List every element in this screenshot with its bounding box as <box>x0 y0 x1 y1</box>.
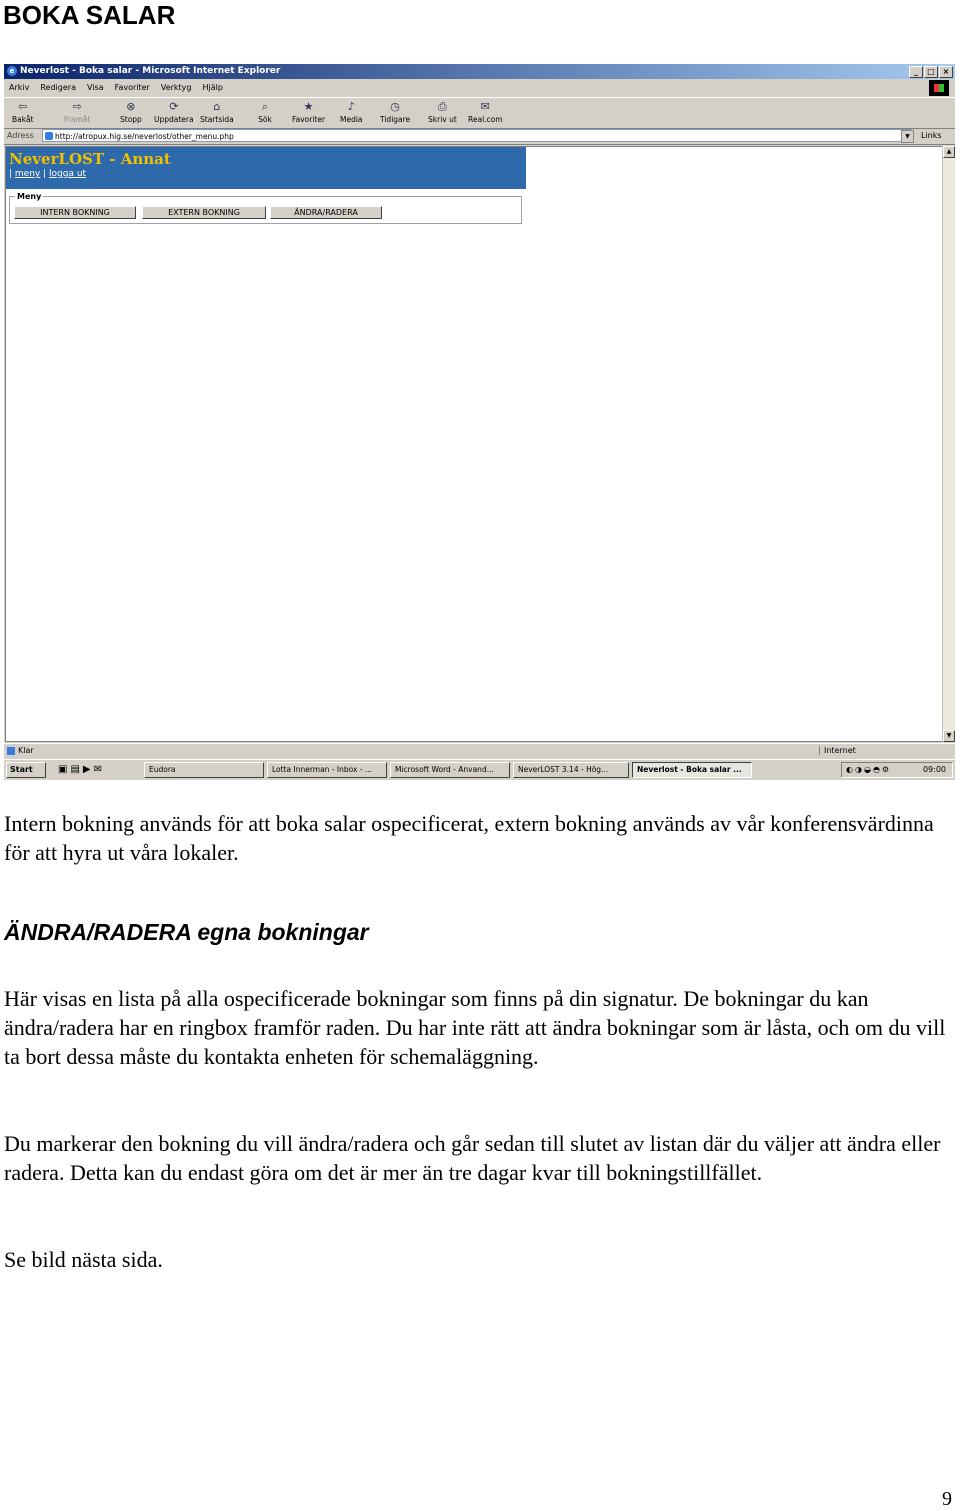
back-arrow-icon: ⇦ <box>18 100 28 113</box>
site-title: NeverLOST - Annat <box>9 150 171 168</box>
minimize-button[interactable]: _ <box>909 66 923 78</box>
scroll-down-icon[interactable]: ▼ <box>943 730 955 742</box>
andra-radera-button[interactable]: ÄNDRA/RADERA <box>270 206 382 219</box>
maximize-button[interactable]: □ <box>924 66 938 78</box>
favorites-button[interactable]: ★ Favoriter <box>292 100 326 124</box>
system-tray <box>841 762 953 778</box>
links-button[interactable]: Links <box>921 131 942 140</box>
site-banner <box>6 147 526 189</box>
task-word[interactable]: Microsoft Word - Anvand... <box>390 762 510 778</box>
media-icon: ♪ <box>347 100 355 113</box>
intern-bokning-button[interactable]: INTERN BOKNING <box>14 206 136 219</box>
banner-links: | meny | logga ut <box>9 169 87 179</box>
forward-button[interactable]: ⇨ Framåt <box>64 100 91 124</box>
back-button[interactable]: ⇦ Bakåt <box>12 100 34 124</box>
address-label: Adress <box>7 131 34 140</box>
task-neverlost[interactable]: NeverLOST 3.14 - Hög... <box>513 762 629 778</box>
media-button[interactable]: ♪ Media <box>340 100 363 124</box>
toolbar <box>4 97 955 129</box>
menu-legend: Meny <box>17 192 42 201</box>
paragraph-1: Här visas en lista på alla ospecificerade bokningar som finns på din signatur. De bokningar du kan ändra/radera har en ringbox framför raden. Du har inte rätt att ändra bokningar som är låsta, och om du vill ta bort dessa måste du kontakta enheten för schemaläggning. <box>4 986 946 1069</box>
task-eudora[interactable]: Eudora <box>144 762 264 778</box>
status-bar <box>4 743 955 758</box>
real-icon: ✉ <box>480 100 490 113</box>
menu-redigera[interactable]: Redigera <box>40 83 76 92</box>
windows-logo-icon <box>929 80 949 96</box>
paragraph-3: Se bild nästa sida. <box>4 1247 163 1272</box>
stop-icon: ⊗ <box>126 100 136 113</box>
refresh-icon: ⟳ <box>169 100 179 113</box>
stop-button[interactable]: ⊗ Stopp <box>120 100 142 124</box>
window-titlebar <box>4 64 955 79</box>
menu-arkiv[interactable]: Arkiv <box>9 83 30 92</box>
internet-explorer-icon: e <box>7 66 17 76</box>
address-bar <box>4 128 955 145</box>
vertical-scrollbar[interactable] <box>942 146 955 742</box>
menu-favoriter[interactable]: Favoriter <box>114 83 150 92</box>
menu-link[interactable]: meny <box>14 169 41 179</box>
task-inbox[interactable]: Lotta Innerman - Inbox - ... <box>267 762 387 778</box>
search-icon: ⌕ <box>261 100 269 113</box>
real-button[interactable]: ✉ Real.com <box>468 100 503 124</box>
close-button[interactable]: × <box>939 66 953 78</box>
status-zone: Internet <box>819 746 856 755</box>
menu-verktyg[interactable]: Verktyg <box>160 83 192 92</box>
document-title: BOKA SALAR <box>3 0 176 30</box>
address-input[interactable]: http://atropux.hig.se/neverlost/other_menu.php <box>42 129 912 142</box>
section-heading: ÄNDRA/RADERA egna bokningar <box>4 919 369 945</box>
history-icon: ◷ <box>390 100 400 113</box>
menu-bar <box>4 80 955 96</box>
home-button[interactable]: ⌂ Startsida <box>200 100 234 124</box>
forward-arrow-icon: ⇨ <box>72 100 82 113</box>
menu-fieldset <box>9 192 522 224</box>
intro-paragraph: Intern bokning används för att boka salar ospecificerat, extern bokning används av vår konferensvärdinna för att hyra ut våra lokaler. <box>4 811 934 865</box>
print-icon: ⎙ <box>437 100 447 113</box>
start-button[interactable]: Start <box>6 762 46 778</box>
extern-bokning-button[interactable]: EXTERN BOKNING <box>142 206 266 219</box>
menu-hjalp[interactable]: Hjälp <box>202 83 223 92</box>
address-dropdown-icon[interactable]: ▼ <box>901 130 914 143</box>
refresh-button[interactable]: ⟳ Uppdatera <box>154 100 194 124</box>
print-button[interactable]: ⎙ Skriv ut <box>428 100 457 124</box>
tray-icons[interactable]: ◐◑◒◓⚙ <box>846 765 892 774</box>
menu-visa[interactable]: Visa <box>86 83 104 92</box>
history-button[interactable]: ◷ Tidigare <box>380 100 411 124</box>
logout-link[interactable]: logga ut <box>49 169 87 179</box>
status-text: Klar <box>7 746 34 755</box>
task-boka-salar[interactable]: Neverlost - Boka salar ... <box>632 762 752 778</box>
search-button[interactable]: ⌕ Sök <box>258 100 272 124</box>
paragraph-2: Du markerar den bokning du vill ändra/radera och går sedan till slutet av listan där du väljer att ändra eller radera. Detta kan du endast göra om det är mer än tre dagar kvar till bokningstillfället. <box>4 1131 941 1185</box>
favorites-icon: ★ <box>303 100 314 113</box>
page-viewport <box>5 146 943 742</box>
taskbar <box>4 759 955 780</box>
browser-screenshot <box>4 64 955 780</box>
window-title: Neverlost - Boka salar - Microsoft Internet Explorer <box>20 66 281 76</box>
quick-launch-icons[interactable]: ▣▤▶✉ <box>58 764 105 775</box>
home-icon: ⌂ <box>213 100 221 113</box>
page-number: 9 <box>942 1488 952 1510</box>
scroll-up-icon[interactable]: ▲ <box>943 146 955 158</box>
clock: 09:00 <box>922 765 946 774</box>
